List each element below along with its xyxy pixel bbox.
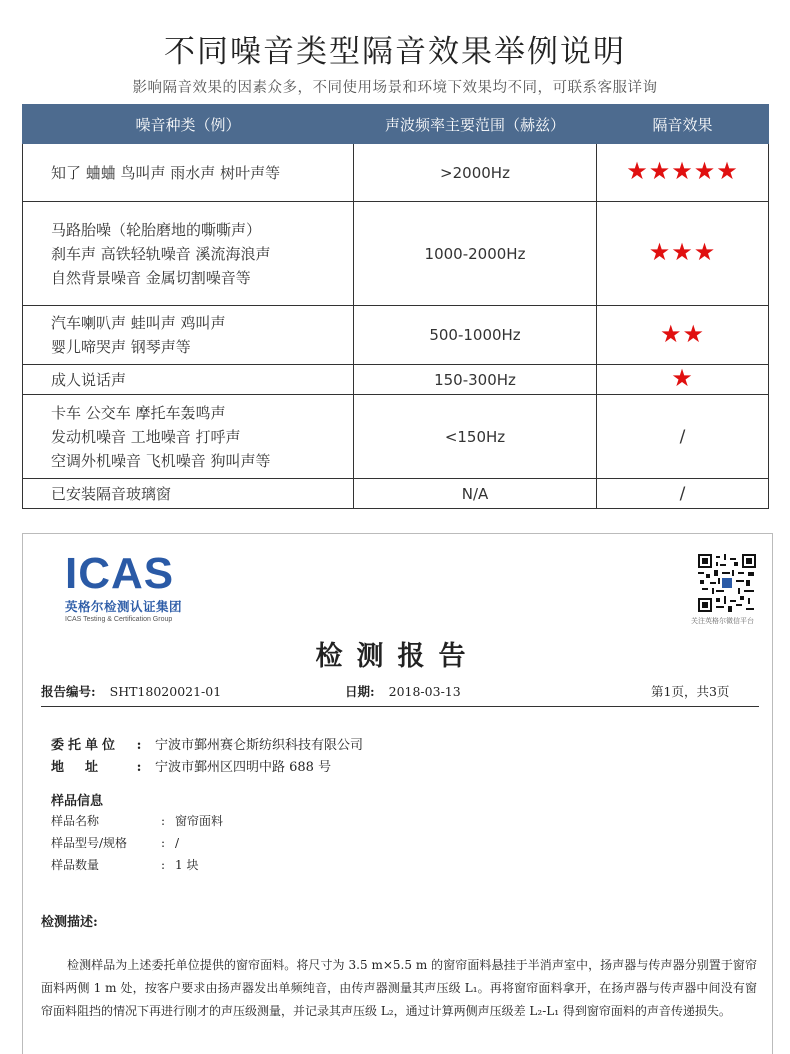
logo-english-name: ICAS Testing & Certification Group <box>65 616 173 623</box>
page-title: 不同噪音类型隔音效果举例说明 <box>164 34 626 70</box>
effect-value: / <box>679 483 686 504</box>
page-indicator: 第1页，共3页 <box>651 684 730 699</box>
report-date-label: 日期: <box>345 684 375 699</box>
effect-value: / <box>679 426 686 447</box>
noise-type-line: 刹车声 高铁轻轨噪音 溪流海浪声 <box>51 244 271 263</box>
description-heading: 检测描述: <box>41 915 98 930</box>
star-rating-icon: ★★ <box>659 319 706 348</box>
effect-cell <box>597 144 769 202</box>
report-number-value: SHT18020021-01 <box>109 684 222 699</box>
effect-cell <box>597 306 769 365</box>
frequency-cell: 1000-2000Hz <box>354 202 597 306</box>
report-date-value: 2018-03-13 <box>388 684 461 699</box>
column-header-noise-type: 噪音种类（例） <box>23 105 354 144</box>
header-divider <box>41 706 759 707</box>
qr-caption: 关注英格尔微信平台 <box>691 618 754 625</box>
star-rating-icon: ★ <box>671 364 694 392</box>
sample-model-value: / <box>175 836 180 850</box>
noise-type-line: 卡车 公交车 摩托车轰鸣声 <box>51 403 226 422</box>
effect-cell <box>597 479 769 509</box>
noise-type-line: 马路胎噪（轮胎磨地的嘶嘶声） <box>51 220 262 239</box>
frequency-cell: N/A <box>354 479 597 509</box>
frequency-cell: <150Hz <box>354 395 597 479</box>
sample-name-label: 样品名称 <box>51 814 100 828</box>
sample-model-field: 样品型号/规格 : / <box>51 836 180 850</box>
table-row <box>23 144 769 202</box>
noise-type-line: 自然背景噪音 金属切割噪音等 <box>51 268 251 287</box>
report-number <box>41 682 221 700</box>
star-rating-icon: ★★★★★ <box>626 157 739 185</box>
address-field: 地 址 : 宁波市鄞州区四明中路 688 号 <box>51 756 331 775</box>
noise-type-cell <box>23 479 354 509</box>
noise-type-line: 汽车喇叭声 蛙叫声 鸡叫声 <box>51 314 226 332</box>
noise-effect-table <box>22 104 769 509</box>
address-value: 宁波市鄞州区四明中路 688 号 <box>155 760 332 775</box>
logo-chinese-name: 英格尔检测认证集团 <box>65 600 183 614</box>
column-header-frequency: 声波频率主要范围（赫兹） <box>354 105 597 144</box>
noise-type-cell <box>23 365 354 395</box>
noise-type-line: 成人说话声 <box>51 370 127 389</box>
client-field: 委托单位 : 宁波市鄞州赛仑斯纺织科技有限公司 <box>51 734 363 753</box>
icas-logo <box>65 549 183 623</box>
sample-model-label: 样品型号/规格 <box>51 836 128 850</box>
qr-code-icon <box>698 554 756 612</box>
sample-qty-label: 样品数量 <box>51 858 100 872</box>
noise-type-cell <box>23 202 354 306</box>
effect-cell <box>597 202 769 306</box>
effect-cell <box>597 395 769 479</box>
table-row <box>23 365 769 395</box>
address-label: 地 址 <box>51 760 103 775</box>
noise-type-line: 知了 蛐蛐 鸟叫声 雨水声 树叶声等 <box>51 163 281 182</box>
sample-name-value: 窗帘面料 <box>175 814 224 828</box>
frequency-cell: 150-300Hz <box>354 365 597 395</box>
table-row <box>23 479 769 509</box>
report-number-label: 报告编号: <box>41 684 96 699</box>
test-report-document <box>22 533 773 1054</box>
report-title: 检测报告 <box>315 641 480 672</box>
sample-qty-field: 样品数量 : 1 块 <box>51 858 199 872</box>
test-description: 检测样品为上述委托单位提供的窗帘面料。将尺寸为 3.5 m×5.5 m 的窗帘面料悬挂于半消声室中，扬声器与传声器分别置于窗帘面料两侧 1 m 处，按客户要求由扬声器发出单频纯音，由传声器测量其声压级 L₁。再将窗帘面料拿开，在扬声器与传声器中间没有窗帘面料阻挡的情况下再进行刚才的声压级测量，并记录其声压级 L₂，通过计算两侧声压级差 L₂-L₁ 得到窗帘面料的声音传递损失。 <box>41 958 757 1018</box>
table-row <box>23 306 769 365</box>
sample-info-heading: 样品信息 <box>51 794 104 809</box>
noise-type-line: 发动机噪音 工地噪音 打呼声 <box>51 427 241 446</box>
sample-name-field: 样品名称 : 窗帘面料 <box>51 814 224 828</box>
column-header-effect: 隔音效果 <box>597 105 769 144</box>
report-date <box>345 682 461 700</box>
effect-cell <box>597 365 769 395</box>
noise-type-line: 婴儿啼哭声 钢琴声等 <box>51 338 191 356</box>
frequency-cell: 500-1000Hz <box>354 306 597 365</box>
table-row <box>23 202 769 306</box>
noise-type-cell <box>23 306 354 365</box>
table-header-row <box>23 105 769 144</box>
frequency-cell: >2000Hz <box>354 144 597 202</box>
table-row <box>23 395 769 479</box>
noise-type-line: 空调外机噪音 飞机噪音 狗叫声等 <box>51 451 271 470</box>
client-label: 委托单位 <box>51 738 120 753</box>
client-value: 宁波市鄞州赛仑斯纺织科技有限公司 <box>155 738 364 753</box>
page-subtitle: 影响隔音效果的因素众多，不同使用场景和环境下效果均不同，可联系客服详询 <box>132 80 658 96</box>
noise-type-cell <box>23 144 354 202</box>
noise-type-cell <box>23 395 354 479</box>
sample-qty-value: 1 块 <box>175 858 199 872</box>
noise-type-line: 已安装隔音玻璃窗 <box>51 484 172 503</box>
logo-wordmark: ICAS <box>65 549 175 598</box>
star-rating-icon: ★★★ <box>648 238 717 266</box>
